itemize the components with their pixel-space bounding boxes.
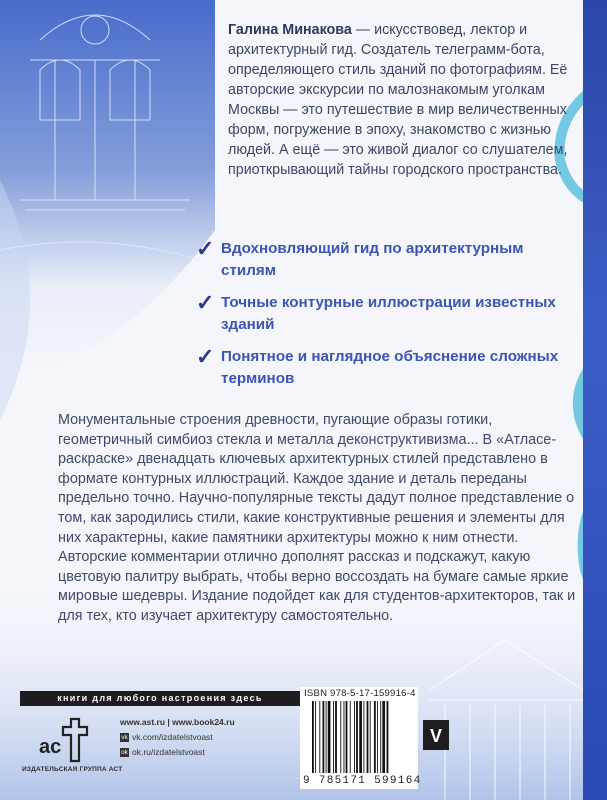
feature-text: Понятное и наглядное объяснение сложных терминов <box>221 348 559 387</box>
edge-stripe <box>583 0 607 800</box>
logo-text: ac <box>39 736 62 758</box>
website-text: www.ast.ru | www.book24.ru <box>120 717 235 727</box>
ok-icon: ok <box>121 749 128 757</box>
vk-icon: vk <box>121 734 128 742</box>
author-name: Галина Минакова <box>228 22 352 38</box>
publisher-badge-icon <box>422 719 450 751</box>
badge-letter: V <box>429 726 443 746</box>
barcode-icon <box>310 701 415 773</box>
ok-text: ok.ru/izdatelstvoast <box>132 747 205 757</box>
checkmark-icon: ✓ <box>196 290 215 315</box>
book-description: Монументальные строения древности, пугающие образы готики, геометричный симбиоз стекла и металла деконструктивизма... В «Атласе-раскраске» двенадцать ключевых архитектурных стилей представлено в формате контурных иллюстраций. Каждое здание и деталь переданы предельно точно. Научно-популярные тексты дадут полное представление о том, как зародились стили, какие конструктивные решения и элементы для них характерны, какие памятники архитектуры можно к ним отнести. Авторские комментарии отлично дополнят рассказ и подскажут, какую цветовую палитру выбрать, чтобы верно воссоздать на бумаге самые яркие мировые шедевры. Издание подойдет как для студентов-архитекторов, так и для тех, кто изучает архитектуру самостоятельно. <box>58 412 576 624</box>
vk-text: vk.com/izdatelstvoast <box>132 732 213 742</box>
slogan-banner: книги для любого настроения здесь <box>20 691 300 706</box>
checkmark-icon: ✓ <box>196 344 215 369</box>
checkmark-icon: ✓ <box>196 236 215 261</box>
publisher-links <box>120 715 235 760</box>
feature-text: Вдохновляющий гид по архитектурным стилям <box>221 240 524 279</box>
ast-logo-icon <box>35 717 93 763</box>
author-bio-text: — искусствовед, лектор и архитектурный гид. Создатель телеграмм-бота, определяющего стиль зданий по фотографиям. Её авторские экскурсии по малознакомым уголкам Москвы — это путешествие в мир величественных форм, погружение в эпоху, знакомство с жизнью людей. А ещё — это живой диалог со слушателем, приоткрывающий тайны городского пространства. <box>228 22 568 178</box>
vk-link[interactable] <box>120 730 235 745</box>
publisher-group: ИЗДАТЕЛЬСКАЯ ГРУППА АСТ <box>22 766 123 773</box>
website-link[interactable] <box>120 715 235 730</box>
feature-text: Точные контурные иллюстрации известных зданий <box>221 294 556 333</box>
ok-link[interactable] <box>120 745 235 760</box>
author-bio <box>228 20 573 180</box>
isbn-label: ISBN 978-5-17-159916-4 <box>304 688 416 699</box>
barcode-number: 9 785171 599164 <box>303 775 422 787</box>
